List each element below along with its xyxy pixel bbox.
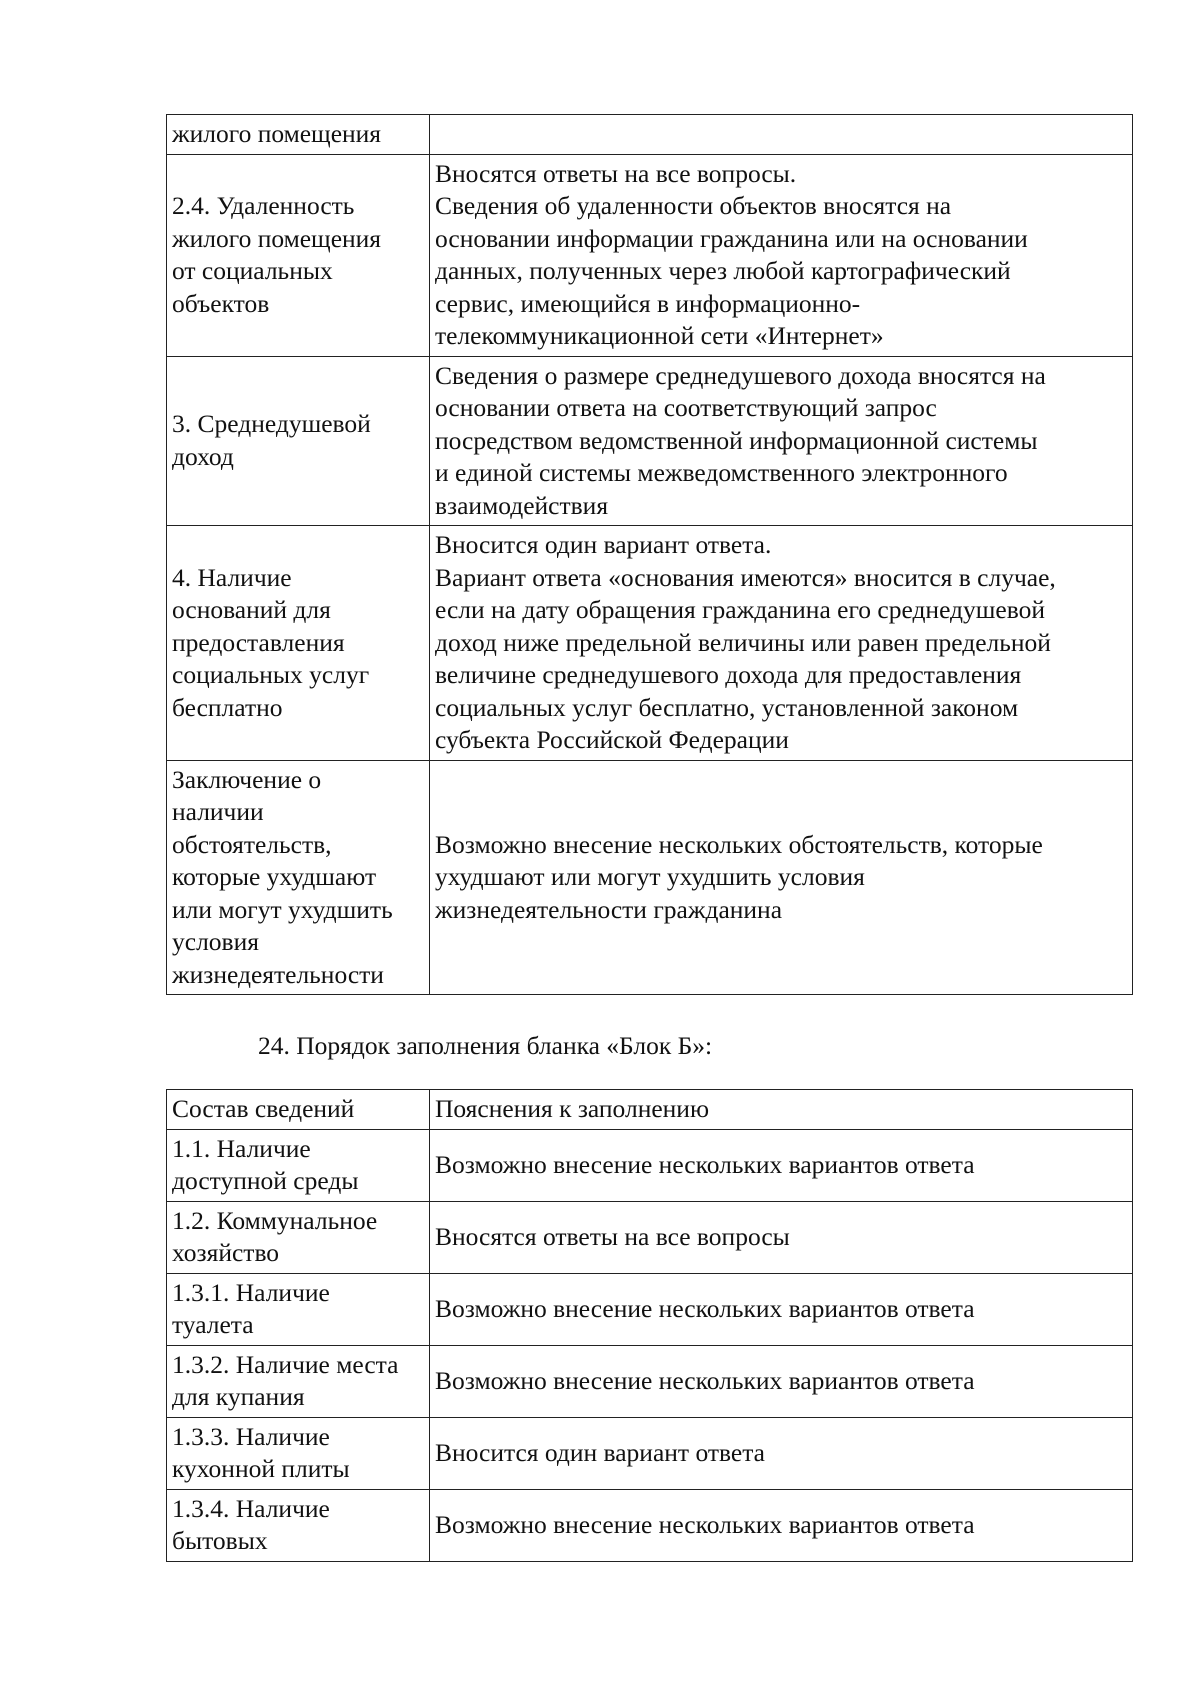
row-explanation: Возможно внесение нескольких вариантов ответа [430, 1489, 1133, 1561]
row-explanation: Возможно внесение нескольких вариантов ответа [430, 1129, 1133, 1201]
section-heading: 24. Порядок заполнения бланка «Блок Б»: [258, 1031, 713, 1060]
row-label: 1.3.3. Наличие кухонной плиты [167, 1417, 430, 1489]
row-label: 2.4. Удаленность жилого помещения от социальных объектов [167, 154, 430, 356]
row-label: 1.1. Наличие доступной среды [167, 1129, 430, 1201]
row-explanation: Возможно внесение нескольких вариантов ответа [430, 1273, 1133, 1345]
row-label: 1.2. Коммунальное хозяйство [167, 1201, 430, 1273]
row-explanation [430, 115, 1133, 155]
row-label: 1.3.1. Наличие туалета [167, 1273, 430, 1345]
table-row [167, 1129, 1133, 1201]
row-label: Заключение о наличии обстоятельств, которые ухудшают или могут ухудшить условия жизнедеятельности [167, 760, 430, 995]
table-row [167, 1417, 1133, 1489]
row-explanation: Возможно внесение нескольких обстоятельств, которые ухудшают или могут ухудшить условия жизнедеятельности гражданина [430, 760, 1133, 995]
row-explanation: Возможно внесение нескольких вариантов ответа [430, 1345, 1133, 1417]
table-row [167, 154, 1133, 356]
row-explanation: Сведения о размере среднедушевого дохода вносятся на основании ответа на соответствующий запрос посредством ведомственной информационной системы и единой системы межведомственного электронного взаимодействия [430, 356, 1133, 526]
row-explanation: Вносятся ответы на все вопросы. Сведения об удаленности объектов вносятся на основании информации гражданина или на основании данных, полученных через любой картографический сервис, имеющийся в информационно- телекоммуникационной сети «Интернет» [430, 154, 1133, 356]
table-row [167, 115, 1133, 155]
table-row [167, 760, 1133, 995]
table-row [167, 356, 1133, 526]
header-explanation: Пояснения к заполнению [430, 1090, 1133, 1130]
table-row [167, 1345, 1133, 1417]
row-label: 1.3.4. Наличие бытовых [167, 1489, 430, 1561]
table-block-b [166, 1089, 1133, 1562]
table-row [167, 1489, 1133, 1561]
row-explanation: Вносится один вариант ответа [430, 1417, 1133, 1489]
table-row [167, 526, 1133, 761]
row-explanation: Вносятся ответы на все вопросы [430, 1201, 1133, 1273]
table-block-a-continuation [166, 114, 1133, 995]
row-label: 3. Среднедушевой доход [167, 356, 430, 526]
row-label: 1.3.2. Наличие места для купания [167, 1345, 430, 1417]
table-row [167, 1201, 1133, 1273]
table-row [167, 1273, 1133, 1345]
table-header-row [167, 1090, 1133, 1130]
row-explanation: Вносится один вариант ответа. Вариант ответа «основания имеются» вносится в случае, если на дату обращения гражданина его среднедушевой доход ниже предельной величины или равен предельной величине среднедушевого дохода для предоставления социальных услуг бесплатно, установленной законом субъекта Российской Федерации [430, 526, 1133, 761]
row-label: жилого помещения [167, 115, 430, 155]
row-label: 4. Наличие оснований для предоставления социальных услуг бесплатно [167, 526, 430, 761]
header-composition: Состав сведений [167, 1090, 430, 1130]
